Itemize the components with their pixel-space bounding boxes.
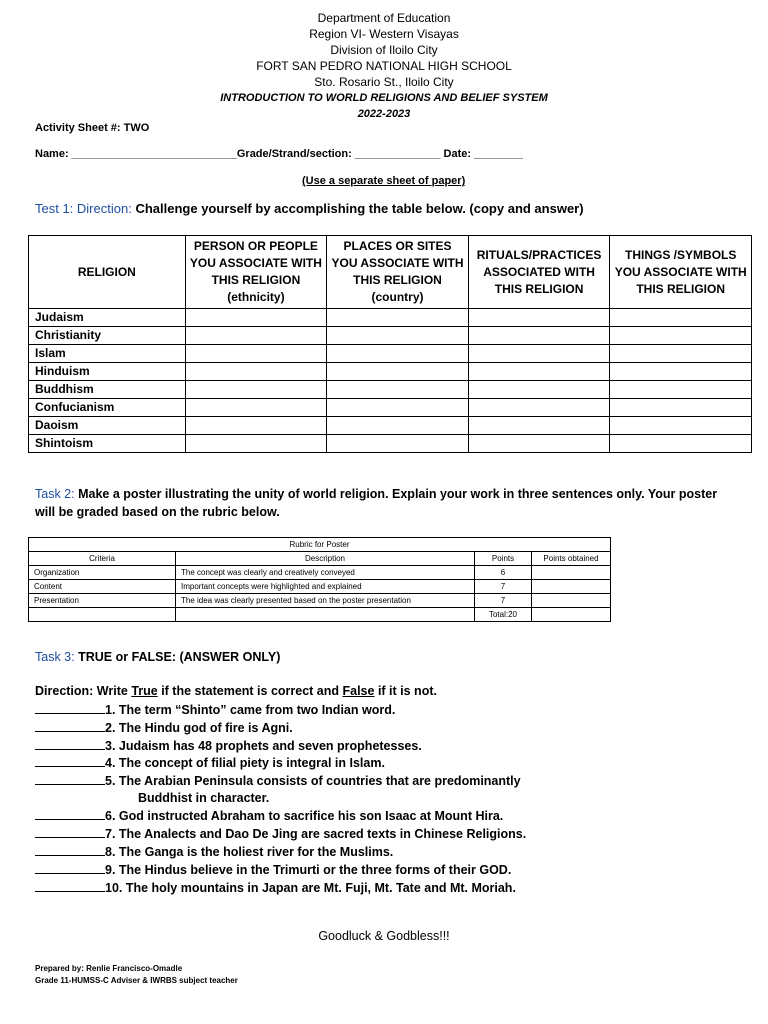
description-cell: The idea was clearly presented based on the poster presentation — [176, 594, 475, 608]
direction-text: if the statement is correct and — [157, 684, 343, 698]
closing-message: Goodluck & Godbless!!! — [318, 929, 450, 943]
header-department: Department of Education — [317, 11, 451, 25]
table-row — [29, 580, 611, 594]
test1-text: Challenge yourself by accomplishing the table below. (copy and answer) — [135, 201, 584, 216]
description-cell: Important concepts were highlighted and explained — [176, 580, 475, 594]
answer-line — [35, 737, 105, 750]
religion-name: Confucianism — [29, 399, 186, 417]
table-row — [29, 327, 752, 345]
activity-sheet-number: Activity Sheet #: TWO — [35, 122, 150, 134]
tf-item-8 — [35, 843, 393, 861]
tf-statement: 3. Judaism has 48 prophets and seven prophetesses. — [105, 739, 422, 753]
table-row — [29, 363, 752, 381]
table-row — [29, 417, 752, 435]
religion-name: Christianity — [29, 327, 186, 345]
table-row — [29, 309, 752, 327]
religion-name: Judaism — [29, 309, 186, 327]
tf-item-4 — [35, 754, 385, 772]
document-header — [0, 10, 768, 122]
tf-item-6 — [35, 807, 503, 825]
header-rituals: RITUALS/PRACTICES ASSOCIATED WITH THIS RELIGION — [468, 236, 610, 309]
tf-item-5-continued: Buddhist in character. — [138, 791, 270, 805]
answer-line — [35, 701, 105, 714]
tf-statement: 1. The term “Shinto” came from two Indian word. — [105, 703, 396, 717]
tf-statement: 8. The Ganga is the holiest river for the Muslims. — [105, 845, 394, 859]
religion-name: Hinduism — [29, 363, 186, 381]
answer-line — [35, 719, 105, 732]
header-year: 2022-2023 — [357, 108, 411, 120]
task2-label: Task 2: — [35, 487, 75, 501]
table-row — [29, 381, 752, 399]
table-row — [29, 594, 611, 608]
religion-name: Islam — [29, 345, 186, 363]
points-cell: 7 — [475, 580, 532, 594]
col-description: Description — [176, 552, 475, 566]
criteria-cell: Organization — [29, 566, 176, 580]
criteria-cell: Content — [29, 580, 176, 594]
rubric-table — [28, 537, 611, 622]
direction-text: if it is not. — [374, 684, 437, 698]
col-points: Points — [475, 552, 532, 566]
tf-item-1 — [35, 701, 395, 719]
tf-statement: 7. The Analects and Dao De Jing are sacred texts in Chinese Religions. — [105, 827, 527, 841]
religion-name: Buddhism — [29, 381, 186, 399]
table-row — [29, 435, 752, 453]
tf-item-3 — [35, 737, 422, 755]
direction-text: Direction: Write — [35, 684, 132, 698]
tf-item-9 — [35, 861, 511, 879]
tf-statement: 2. The Hindu god of fire is Agni. — [105, 721, 293, 735]
answer-line — [35, 825, 105, 838]
tf-statement: 9. The Hindus believe in the Trimurti or the three forms of their GOD. — [105, 863, 512, 877]
religion-name: Shintoism — [29, 435, 186, 453]
header-places: PLACES OR SITES YOU ASSOCIATE WITH THIS RELIGION (country) — [327, 236, 469, 309]
religion-table — [28, 235, 752, 453]
answer-line — [35, 754, 105, 767]
answer-line — [35, 772, 105, 785]
tf-statement: 4. The concept of filial piety is integral in Islam. — [105, 756, 385, 770]
answer-line — [35, 807, 105, 820]
tf-item-2 — [35, 719, 293, 737]
table-row — [29, 566, 611, 580]
criteria-cell: Presentation — [29, 594, 176, 608]
table-row — [29, 345, 752, 363]
tf-item-5 — [35, 772, 521, 790]
points-cell: 6 — [475, 566, 532, 580]
header-address: Sto. Rosario St., Iloilo City — [314, 75, 454, 89]
header-school: FORT SAN PEDRO NATIONAL HIGH SCHOOL — [256, 59, 512, 73]
description-cell: The concept was clearly and creatively conveyed — [176, 566, 475, 580]
task3-text: TRUE or FALSE: (ANSWER ONLY) — [78, 650, 281, 664]
name-grade-date-line: Name: ___________________________Grade/Strand/section: ______________ Date: ________ — [35, 148, 524, 160]
task2-direction — [35, 485, 740, 521]
points-cell: 7 — [475, 594, 532, 608]
total-cell: Total:20 — [475, 608, 532, 622]
task3-direction — [35, 684, 437, 698]
religion-name: Daoism — [29, 417, 186, 435]
tf-item-10 — [35, 879, 516, 897]
answer-line — [35, 861, 105, 874]
false-word: False — [342, 684, 375, 698]
header-region: Region VI- Western Visayas — [309, 27, 459, 41]
answer-line — [35, 843, 105, 856]
tf-statement: 6. God instructed Abraham to sacrifice his son Isaac at Mount Hira. — [105, 809, 504, 823]
table-row — [29, 399, 752, 417]
header-division: Division of Iloilo City — [330, 43, 438, 57]
table-row — [29, 608, 611, 622]
header-things: THINGS /SYMBOLS YOU ASSOCIATE WITH THIS RELIGION — [610, 236, 752, 309]
task3-heading — [35, 650, 280, 664]
separate-sheet-note: (Use a separate sheet of paper) — [302, 175, 466, 187]
prepared-by: Prepared by: Renlie Francisco-Omadle — [35, 964, 183, 973]
tf-item-7 — [35, 825, 526, 843]
col-points-obtained: Points obtained — [532, 552, 611, 566]
true-word: True — [131, 684, 158, 698]
header-person: PERSON OR PEOPLE YOU ASSOCIATE WITH THIS RELIGION (ethnicity) — [185, 236, 327, 309]
tf-statement: 10. The holy mountains in Japan are Mt. Fuji, Mt. Tate and Mt. Moriah. — [105, 881, 516, 895]
answer-line — [35, 879, 105, 892]
task2-text: Make a poster illustrating the unity of world religion. Explain your work in three sentences only. Your poster will be graded based on the rubric below. — [35, 487, 718, 519]
header-religion: RELIGION — [29, 236, 186, 309]
task3-label: Task 3: — [35, 650, 75, 664]
col-criteria: Criteria — [29, 552, 176, 566]
prepared-role: Grade 11-HUMSS-C Adviser & IWRBS subject teacher — [35, 976, 238, 985]
header-subject: INTRODUCTION TO WORLD RELIGIONS AND BELIEF SYSTEM — [220, 92, 548, 104]
rubric-title: Rubric for Poster — [29, 538, 611, 552]
tf-statement: 5. The Arabian Peninsula consists of countries that are predominantly — [105, 774, 521, 788]
test1-label: Test 1: Direction: — [35, 201, 132, 216]
test1-direction — [35, 201, 584, 216]
